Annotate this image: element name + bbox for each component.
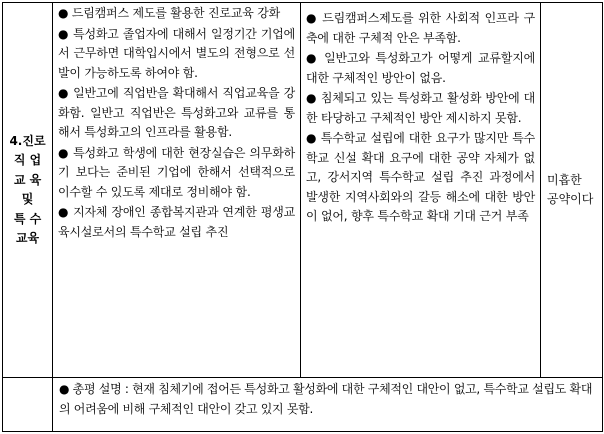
grade-cell [541,3,603,378]
category-label-line: 4.진로 [9,133,46,148]
evaluation-item: ● 침체되고 있는 특성화고 활성화 방안에 대한 타당하고 구체적인 방안 제시하지 못함. [306,91,535,125]
category-label-line: 직 업 [13,153,42,167]
pledge-item: ● 드림캠퍼스 제도를 활용한 진로교육 강화 [58,6,281,20]
pledge-item: ● 특성화고 학생에 대한 현장실습은 의무화하기 보다는 준비된 기업에 한해서 선택적으로 이수할 수 있도록 제대로 정비해야 함. [58,145,295,199]
pledge-item: ● 일반고에 직업반을 확대해서 직업교육을 강화함. 일반고 직업반은 특성화고와 교류를 통해서 특성화고의 인프라를 활용함. [58,86,295,139]
category-label-line: 특 수 [13,211,42,226]
category-label-line: 및 [21,192,34,206]
grade-text: 미흡한 공약이다 [547,172,594,206]
category-label-line: 교육 [15,231,40,245]
evaluation-table [2,2,603,432]
summary-row [3,378,603,432]
pledge-cell [53,3,301,378]
evaluation-item: ● 일반고와 특성화고가 어떻게 교류할지에 대한 구체적인 방안이 없음. [306,51,535,85]
evaluation-cell [301,3,541,378]
evaluation-item: ● 드림캠퍼스제도를 위한 사회적 인프라 구축에 대한 구체적 안은 부족함. [306,11,535,45]
summary-cell [53,378,603,432]
pledge-item: ● 특성화고 졸업자에 대해서 일정기간 기업에서 근무하면 대학입시에서 별도의 전형으로 선발이 가능하도록 하여야 함. [58,26,295,80]
evaluation-item: ● 특수학교 설립에 대한 요구가 많지만 특수학교 신설 확대 요구에 대한 공약 자체가 없고, 강서지역 특수학교 설립 추진 과정에서 발생한 지역사회와의 갈등 해소에 대한 방안이 없어, 향후 특수학교 확대 기대 근거 부족 [306,131,535,223]
category-cell [3,3,53,378]
category-label-line: 교 육 [13,172,42,187]
pledge-row [3,3,603,378]
summary-text: ● 총평 설명 : 현재 침체기에 접어든 특성화고 활성화에 대한 구체적인 대안이 없고, 특수학교 설립도 확대의 어려움에 비해 구체적인 대안이 갖고 있지 못함. [59,382,593,416]
summary-spacer-cell [3,378,53,432]
pledge-item: ● 지자체 장애인 종합복지관과 연계한 평생교육시설로서의 특수학교 설립 추진 [58,205,295,239]
